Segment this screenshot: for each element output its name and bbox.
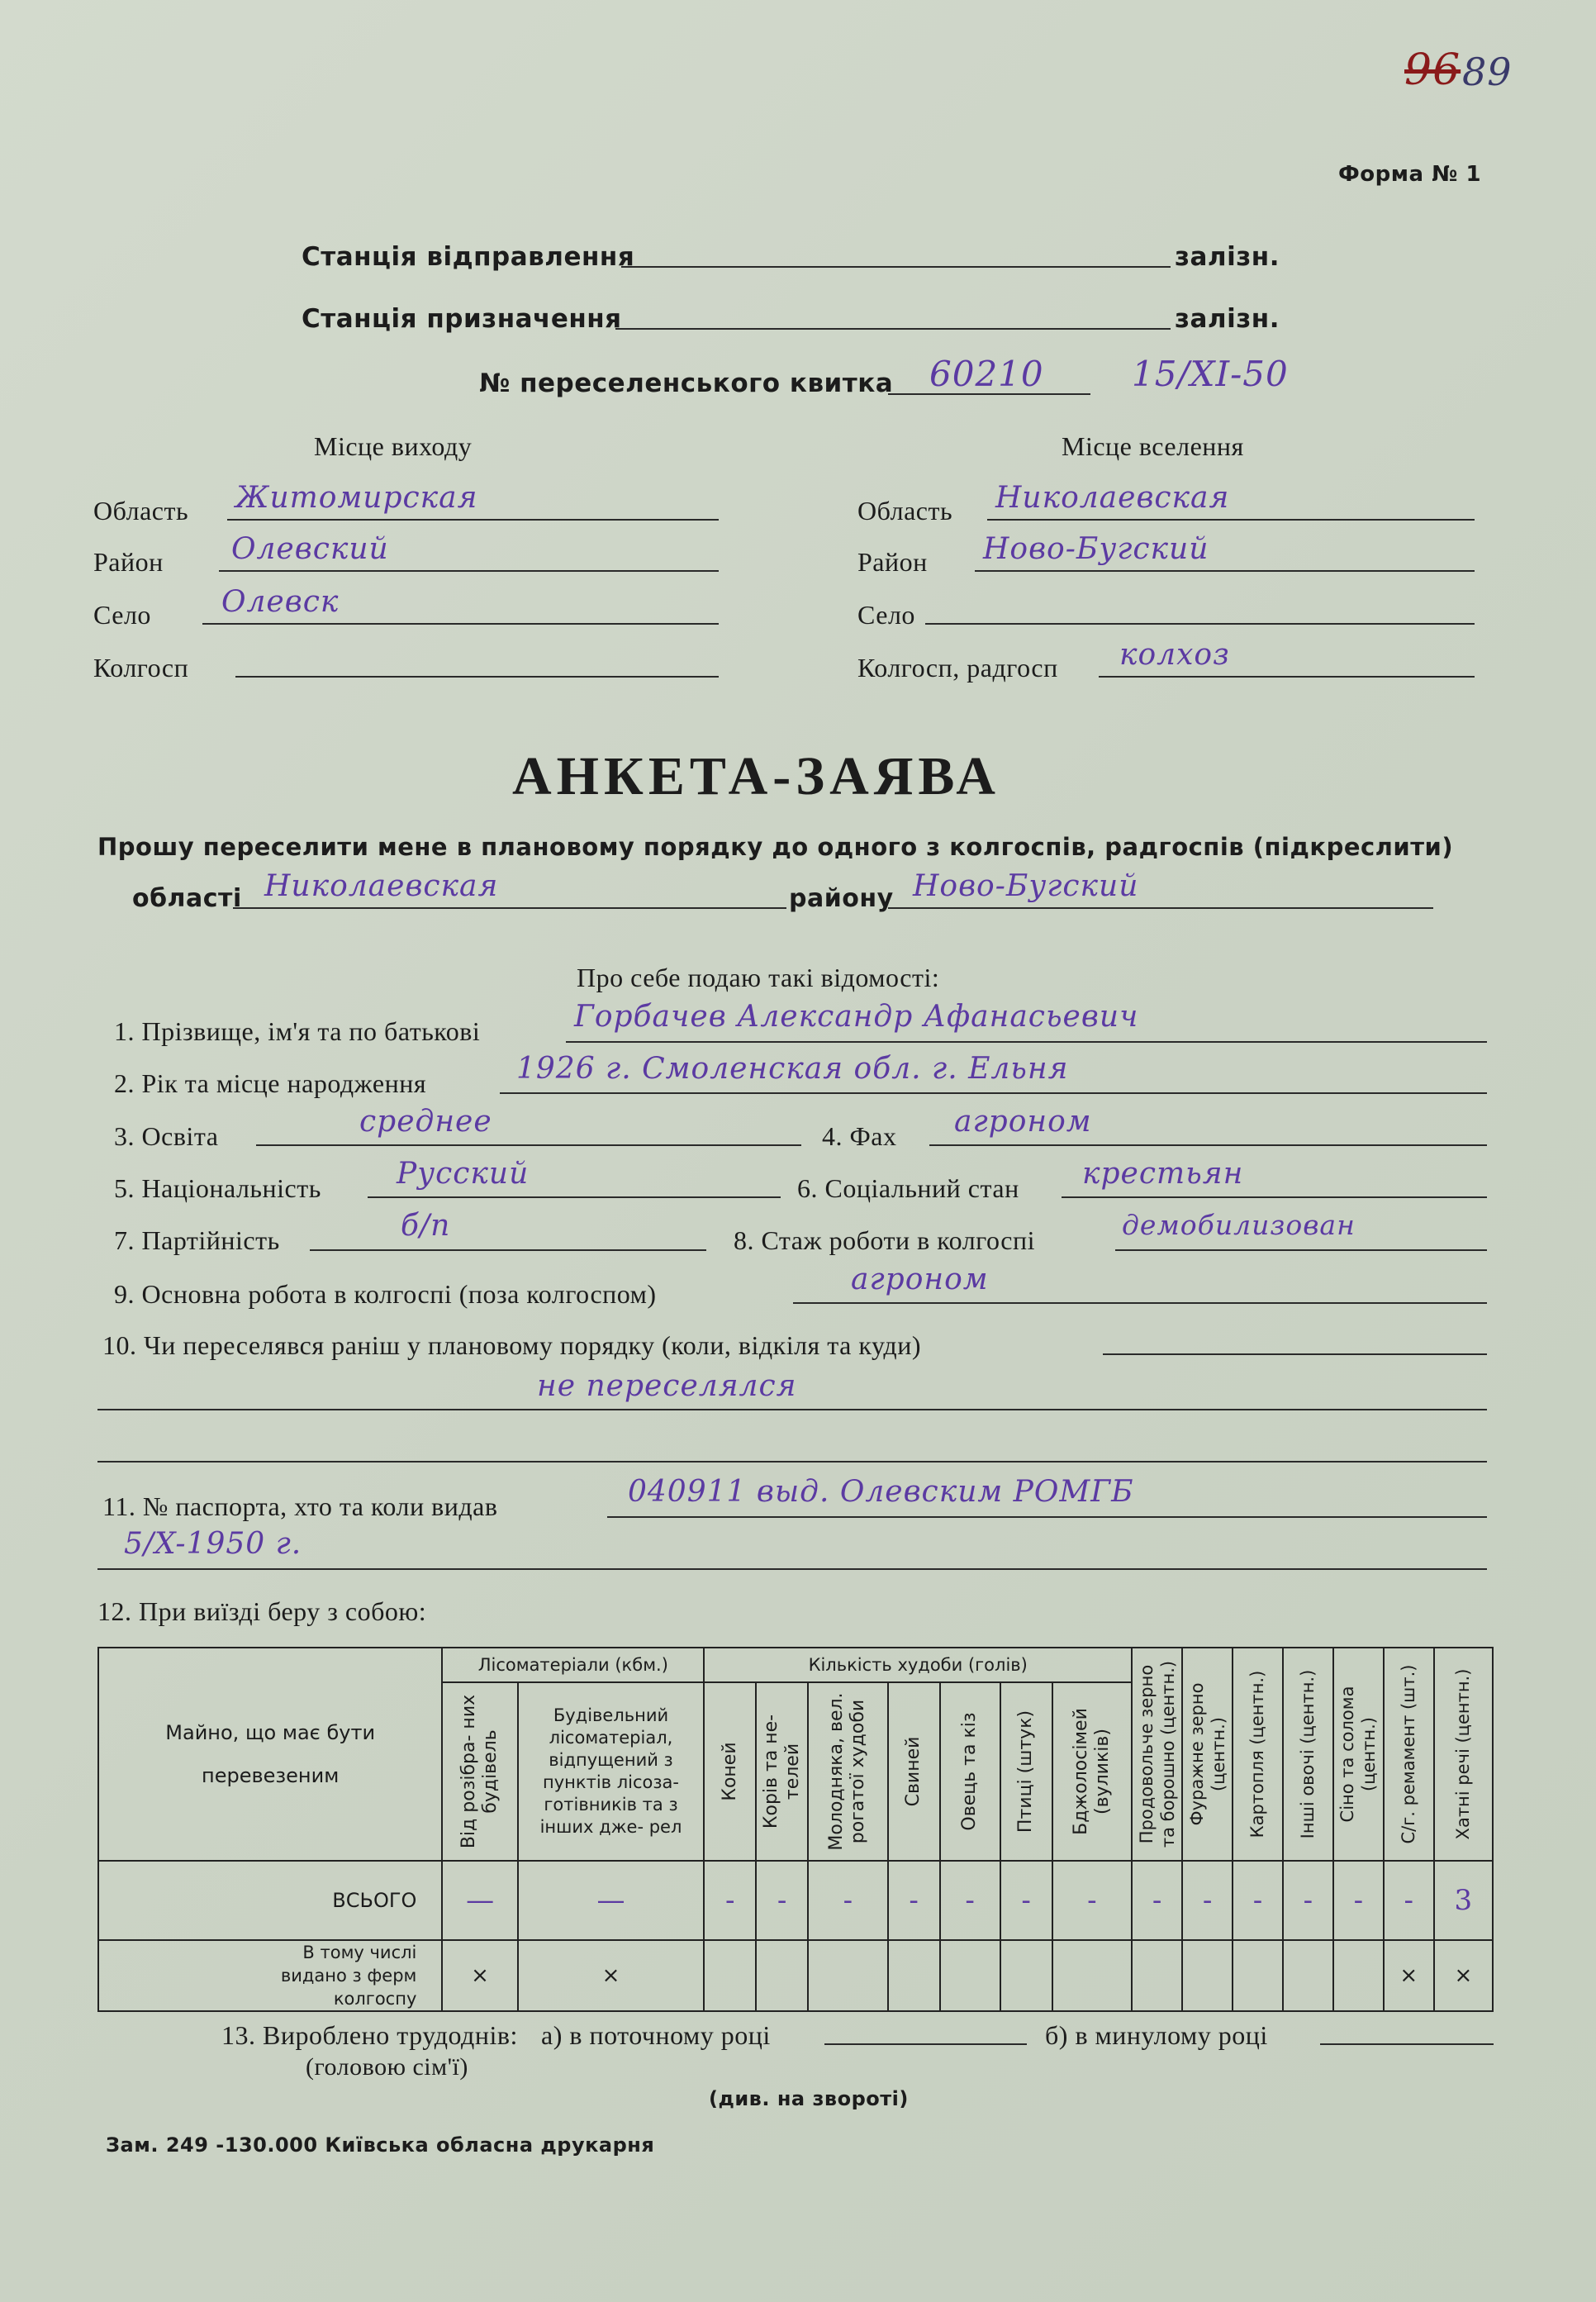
col-label-2: Будівельний лісоматеріал, відпущений з пунктів лісоза- готівників та з інших дже- рел (539, 1705, 682, 1837)
ticket-date: 15/XI-50 (1132, 354, 1289, 394)
row-farm-cell: × (601, 1963, 620, 1988)
workdays-previous-label: б) в минулому році (1045, 2020, 1268, 2050)
workdays-label: 13. Вироблено трудоднів: (221, 2020, 518, 2050)
field-8-line (1115, 1249, 1487, 1251)
col-header-6 (888, 1682, 940, 1861)
destination-rail-suffix: залізн. (1175, 304, 1280, 334)
col-header-12 (1233, 1648, 1283, 1861)
field-11-label: 11. № паспорта, хто та коли видав (102, 1491, 498, 1521)
col-header-4 (756, 1682, 808, 1861)
destination-station-label: Станція призначення (302, 304, 622, 334)
departure-station-label: Станція відправлення (302, 242, 635, 272)
row-farm-cell: × (471, 1963, 489, 1988)
destination-oblast-label: Область (857, 496, 953, 526)
col-label-10: Продовольче зерно та борошно (центн.) (1136, 1660, 1178, 1848)
field-8-label: 8. Стаж роботи в колгоспі (734, 1225, 1035, 1255)
field-3-line (256, 1144, 801, 1146)
destination-raion-label: Район (857, 547, 928, 577)
row-total-cell: - (909, 1884, 919, 1917)
workdays-current-label: а) в поточному році (541, 2020, 771, 2050)
col-label-16: Хатні речі (центн.) (1453, 1668, 1474, 1840)
row-total-cell: - (1353, 1884, 1364, 1917)
field-12-label: 12. При виїзді беру з собою: (97, 1596, 427, 1626)
row-total-cell: - (1087, 1884, 1097, 1917)
col-label-13: Інші овочі (центн.) (1298, 1669, 1318, 1839)
row-farm-cell: × (1454, 1963, 1473, 1988)
field-1-label: 1. Прізвище, ім'я та по батькові (114, 1016, 481, 1046)
col-label-7: Овець та кіз (959, 1712, 981, 1831)
row-farm-label-text: В тому числі видано з ферм колгоспу (280, 1943, 417, 2009)
livestock-group-header: Кількість худоби (голів) (704, 1648, 1132, 1682)
col-header-11 (1182, 1648, 1233, 1861)
row-farm-cell: × (1399, 1963, 1418, 1988)
row-total-cell: — (596, 1884, 625, 1917)
col-label-5: Молодняка, вел. рогатої худоби (826, 1692, 869, 1851)
origin-oblast-label: Область (93, 496, 189, 526)
field-5-label: 5. Національність (114, 1173, 321, 1203)
col-label-12: Картопля (центн.) (1247, 1670, 1268, 1838)
col-header-1 (442, 1682, 517, 1861)
origin-selo-label: Село (93, 600, 151, 630)
field-3-value: среднее (359, 1105, 492, 1139)
field-10-line-b (97, 1409, 1487, 1410)
turn-over-note: (див. на звороті) (709, 2087, 909, 2110)
property-table (97, 1647, 1494, 2012)
field-1-line (566, 1041, 1487, 1043)
origin-selo-line (202, 623, 719, 625)
destination-kolhosp: колхоз (1119, 638, 1230, 672)
field-5-value: Русский (397, 1157, 530, 1191)
origin-title: Місце виходу (314, 431, 473, 461)
property-header (98, 1648, 442, 1861)
col-label-6: Свиней (903, 1736, 924, 1807)
col-label-14: Сіно та солома (центн.) (1337, 1686, 1380, 1823)
origin-raion: Олевский (231, 532, 389, 566)
archive-number-crossed: 96 (1404, 45, 1461, 95)
destination-kolhosp-line (1099, 676, 1475, 678)
destination-oblast: Николаевская (995, 481, 1230, 515)
form-label: Форма № 1 (1338, 162, 1482, 187)
departure-station-line (621, 266, 1171, 268)
field-9-line (793, 1302, 1487, 1304)
origin-kolhosp-line (235, 676, 719, 678)
col-header-14 (1333, 1648, 1384, 1861)
workdays-sublabel: (головою сім'ї) (306, 2053, 468, 2081)
col-label-8: Птиці (штук) (1015, 1710, 1037, 1834)
row-total-cell: 3 (1454, 1884, 1473, 1917)
field-2-line (500, 1092, 1487, 1094)
origin-kolhosp-label: Колгосп (93, 653, 189, 683)
col-label-9: Бджолосімей (вуликів) (1070, 1708, 1113, 1835)
destination-selo-label: Село (857, 600, 915, 630)
col-label-11: Фуражне зерно (центн.) (1186, 1682, 1228, 1826)
field-11-value: 040911 выд. Олевским РОМГБ (628, 1475, 1134, 1509)
request-raion-line (888, 907, 1433, 909)
request-oblast-label: області (132, 884, 242, 913)
col-header-10 (1132, 1648, 1182, 1861)
destination-kolhosp-label: Колгосп, радгосп (857, 653, 1058, 683)
col-header-15 (1384, 1648, 1434, 1861)
origin-raion-line (219, 570, 719, 572)
origin-oblast: Житомирская (235, 481, 478, 515)
field-6-line (1062, 1196, 1487, 1198)
field-7-value: б/п (401, 1209, 451, 1243)
request-text: Прошу переселити мене в плановому порядку до одного з колгоспів, радгоспів (підкреслити) (97, 833, 1454, 861)
col-header-9 (1052, 1682, 1133, 1861)
row-total-cell: - (1252, 1884, 1263, 1917)
field-7-label: 7. Партійність (114, 1225, 280, 1255)
origin-selo: Олевск (221, 585, 340, 619)
field-10-line-c (97, 1461, 1487, 1463)
row-total (98, 1861, 1493, 1940)
field-6-value: крестьян (1082, 1157, 1244, 1191)
field-10-line-a (1103, 1353, 1487, 1355)
row-total-cell: - (965, 1884, 975, 1917)
col-header-3 (704, 1682, 756, 1861)
archive-number: 89 (1462, 50, 1513, 94)
row-total-cell: - (1202, 1884, 1213, 1917)
ticket-label: № переселенського квитка (479, 369, 894, 398)
field-10-value: не переселялся (537, 1369, 797, 1403)
row-total-cell: - (1152, 1884, 1162, 1917)
field-9-label: 9. Основна робота в колгоспі (поза колгоспом) (114, 1279, 657, 1309)
destination-raion-line (975, 570, 1475, 572)
field-11-date: 5/X-1950 г. (124, 1527, 302, 1561)
field-5-line (368, 1196, 781, 1198)
col-header-13 (1283, 1648, 1333, 1861)
col-label-15: С/г. ремамент (шт.) (1399, 1664, 1419, 1844)
row-farm (98, 1940, 1493, 2011)
col-label-1: Від розібра- них будівель (458, 1694, 501, 1849)
page-title: АНКЕТА-ЗАЯВА (512, 746, 1000, 806)
row-total-cell: - (1404, 1884, 1413, 1917)
printer-imprint: Зам. 249 -130.000 Київська обласна друкарня (106, 2133, 655, 2157)
destination-oblast-line (987, 519, 1475, 521)
field-11-line-a (607, 1516, 1487, 1518)
workdays-current-line (824, 2043, 1027, 2045)
row-total-cell: - (843, 1884, 853, 1917)
col-header-16 (1434, 1648, 1493, 1861)
request-oblast: Николаевская (264, 869, 499, 903)
col-header-2 (518, 1682, 704, 1861)
col-header-5 (808, 1682, 887, 1861)
row-total-cell: — (466, 1884, 495, 1917)
col-label-3: Коней (719, 1742, 740, 1801)
destination-station-line (615, 328, 1171, 330)
col-header-7 (940, 1682, 1000, 1861)
row-farm-label (98, 1940, 442, 2011)
row-total-cell: - (1021, 1884, 1031, 1917)
field-11-line-b (97, 1568, 1487, 1570)
row-total-label: ВСЬОГО (98, 1861, 442, 1940)
field-10-label: 10. Чи переселявся раніш у плановому порядку (коли, відкіля та куди) (102, 1330, 921, 1360)
destination-raion: Ново-Бугский (983, 532, 1209, 566)
field-8-value: демобилизован (1122, 1209, 1356, 1241)
field-4-value: агроном (954, 1105, 1092, 1139)
row-total-cell: - (1303, 1884, 1313, 1917)
col-header-8 (1000, 1682, 1052, 1861)
destination-selo-line (925, 623, 1475, 625)
field-1-value: Горбачев Александр Афанасьевич (574, 1000, 1139, 1034)
field-2-label: 2. Рік та місце народження (114, 1068, 427, 1098)
destination-title: Місце вселення (1062, 431, 1244, 461)
request-raion: Ново-Бугский (913, 869, 1139, 903)
field-3-label: 3. Освіта (114, 1121, 219, 1151)
field-9-value: агроном (851, 1263, 989, 1296)
row-total-cell: - (724, 1884, 735, 1917)
field-4-line (929, 1144, 1487, 1146)
field-6-label: 6. Соціальний стан (797, 1173, 1019, 1203)
origin-raion-label: Район (93, 547, 164, 577)
request-oblast-line (233, 907, 786, 909)
departure-rail-suffix: залізн. (1175, 242, 1280, 272)
info-intro: Про себе подаю такі відомості: (577, 963, 940, 992)
timber-group-header: Лісоматеріали (кбм.) (442, 1648, 704, 1682)
field-7-line (310, 1249, 706, 1251)
col-label-4: Корів та не- телей (760, 1714, 803, 1829)
workdays-previous-line (1320, 2043, 1494, 2045)
row-total-cell: - (777, 1884, 787, 1917)
request-raion-label: району (789, 884, 894, 913)
property-label: Майно, що має бути перевезеним (165, 1721, 376, 1787)
ticket-number: 60210 (929, 354, 1044, 394)
field-4-label: 4. Фах (822, 1121, 897, 1151)
origin-oblast-line (227, 519, 719, 521)
field-2-value: 1926 г. Смоленская обл. г. Ельня (516, 1052, 1069, 1086)
